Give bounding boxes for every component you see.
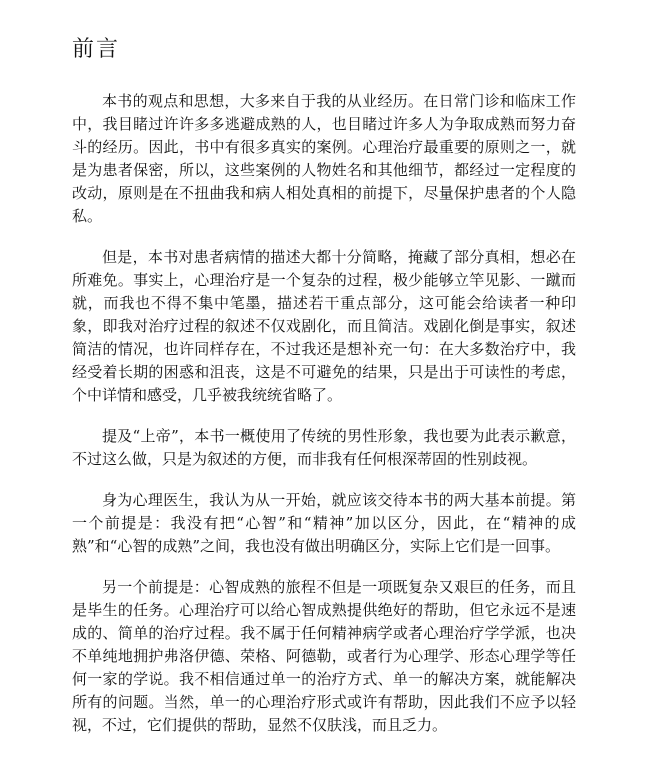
paragraph-1: 本书的观点和思想，大多来自于我的从业经历。在日常门诊和临床工作中，我目睹过许许多多逃避成熟的人，也目睹过许多人为争取成熟而努力奋斗的经历。因此，书中有很多真实的案例。心理治疗最重要的原则之一，就是为患者保密，所以，这些案例的人物姓名和其他细节，都经过一定程度的改动，原则是在不扭曲我和病人相处真相的前提下，尽量保护患者的个人隐私。 (72, 92, 576, 225)
paragraph-5: 另一个前提是：心智成熟的旅程不但是一项既复杂又艰巨的任务，而且是毕生的任务。心理治疗可以给心智成熟提供绝好的帮助，但它永远不是速成的、简单的治疗过程。我不属于任何精神病学或者心理治疗学学派，也决不单纯地拥护弗洛伊德、荣格、阿德勒，或者行为心理学、形态心理学等任何一家的学说。我不相信通过单一的治疗方式、单一的解决方案，就能解决所有的问题。当然，单一的心理治疗形式或许有帮助，因此我们不应予以轻视，不过，它们提供的帮助，显然不仅肤浅，而且乏力。 (72, 578, 576, 734)
paragraph-2: 但是，本书对患者病情的描述大都十分简略，掩藏了部分真相，想必在所难免。事实上，心理治疗是一个复杂的过程，极少能够立竿见影、一蹴而就，而我也不得不集中笔墨，描述若干重点部分，这可能会给读者一种印象，即我对治疗过程的叙述不仅戏剧化，而且简洁。戏剧化倒是事实，叙述简洁的情况，也许同样存在，不过我还是想补充一句：在大多数治疗中，我经受着长期的困惑和沮丧，这是不可避免的结果，只是出于可读性的考虑，个中详情和感受，几乎被我统统省略了。 (72, 248, 576, 404)
page-title: 前言 (72, 37, 121, 62)
paragraph-4: 身为心理医生，我认为从一开始，就应该交待本书的两大基本前提。第一个前提是：我没有把“心智”和“精神”加以区分，因此，在“精神的成熟”和“心智的成熟”之间，我也没有做出明确区分，实际上它们是一回事。 (72, 491, 576, 555)
paragraph-3: 提及“上帝”，本书一概使用了传统的男性形象，我也要为此表示歉意，不过这么做，只是为叙述的方便，而非我有任何根深蒂固的性别歧视。 (72, 427, 576, 468)
